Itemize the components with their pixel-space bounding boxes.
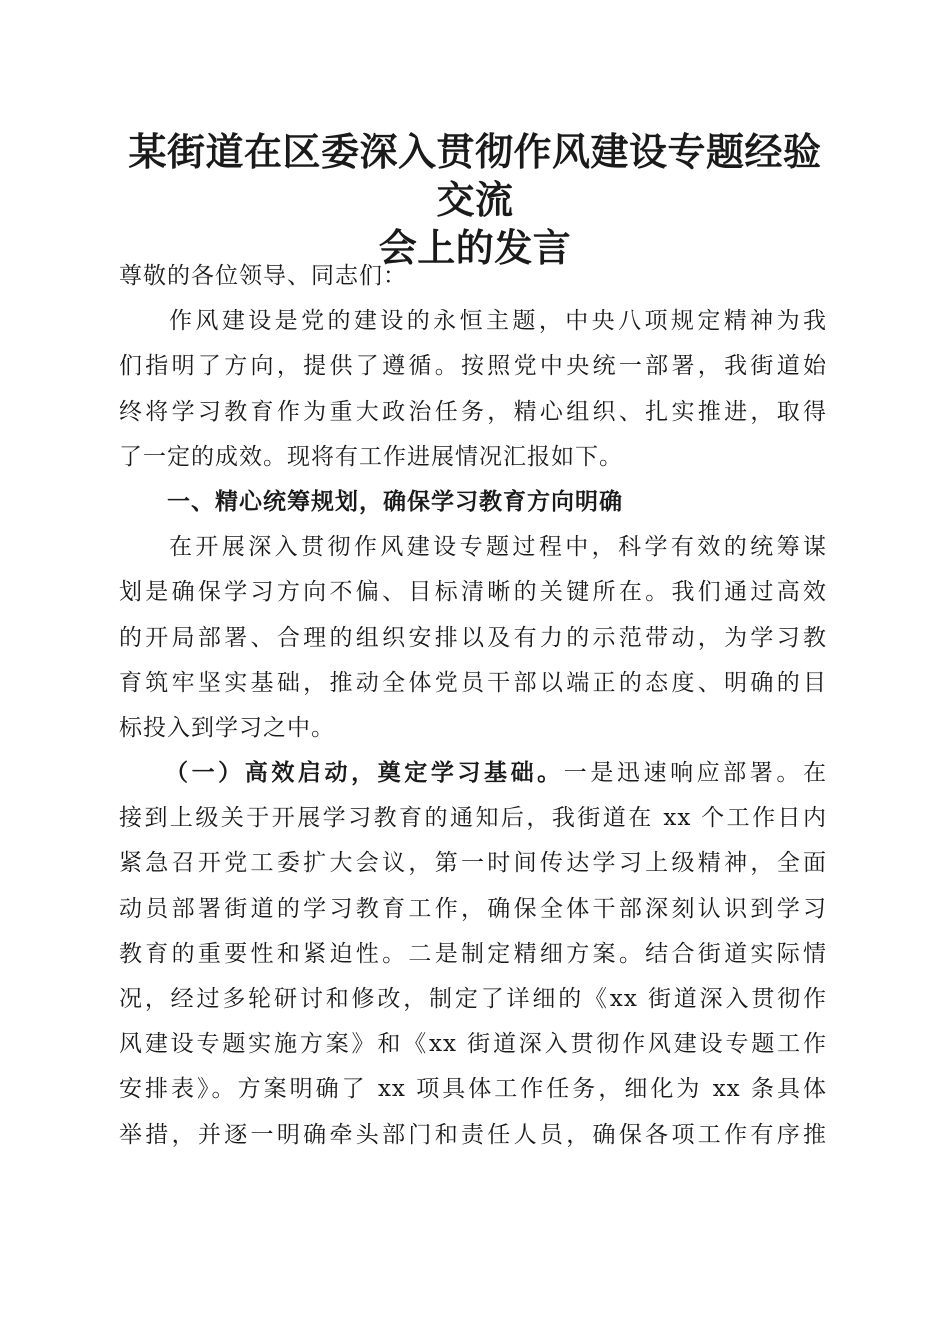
subsection-line: 接到上级关于开展学习教育的通知后，我街道在 xx 个工作日内 (119, 805, 827, 832)
intro-line: 作风建设是党的建设的永恒主题，中央八项规定精神为我 (169, 308, 827, 335)
document-title (110, 128, 840, 272)
subsection-line: 举措，并逐一明确牵头部门和责任人员，确保各项工作有序推 (119, 1121, 827, 1148)
subsection-line: 动员部署街道的学习教育工作，确保全体干部深刻认识到学习 (119, 895, 827, 922)
subsection-line: 教育的重要性和紧迫性。二是制定精细方案。结合街道实际情 (119, 940, 827, 967)
section-line: 标投入到学习之中。 (119, 714, 335, 741)
subsection-first-line (119, 751, 827, 796)
section-line: 的开局部署、合理的组织安排以及有力的示范带动，为学习教 (119, 624, 827, 651)
subsection-heading: （一）高效启动，奠定学习基础。 (165, 760, 564, 787)
salutation: 尊敬的各位领导、同志们： (119, 263, 407, 289)
intro-line: 了一定的成效。现将有工作进展情况汇报如下。 (119, 443, 623, 470)
document-body (119, 254, 827, 1158)
title-line-2: 会上的发言 (378, 225, 572, 270)
subsection-line: 安排表》。方案明确了 xx 项具体工作任务，细化为 xx 条具体 (119, 1076, 827, 1103)
subsection-line: 况，经过多轮研讨和修改，制定了详细的《xx 街道深入贯彻作 (119, 986, 827, 1012)
section-line: 划是确保学习方向不偏、目标清晰的关键所在。我们通过高效 (119, 579, 827, 606)
subsection-line: 风建设专题实施方案》和《xx 街道深入贯彻作风建设专题工作 (119, 1031, 827, 1058)
section-line: 在开展深入贯彻作风建设专题过程中，科学有效的统筹谋 (169, 534, 827, 561)
title-line-1: 某街道在区委深入贯彻作风建设专题经验交流 (128, 129, 822, 222)
section-heading: 一、精心统筹规划，确保学习教育方向明确 (167, 488, 623, 515)
intro-line: 们指明了方向，提供了遵循。按照党中央统一部署，我街道始 (119, 353, 827, 380)
subsection-line: 紧急召开党工委扩大会议，第一时间传达学习上级精神，全面 (119, 850, 827, 877)
section-line: 育筑牢坚实基础，推动全体党员干部以端正的态度、明确的目 (119, 669, 827, 696)
intro-line: 终将学习教育作为重大政治任务，精心组织、扎实推进，取得 (119, 398, 827, 425)
subsection-first-text: 一是迅速响应部署。在 (563, 760, 827, 787)
